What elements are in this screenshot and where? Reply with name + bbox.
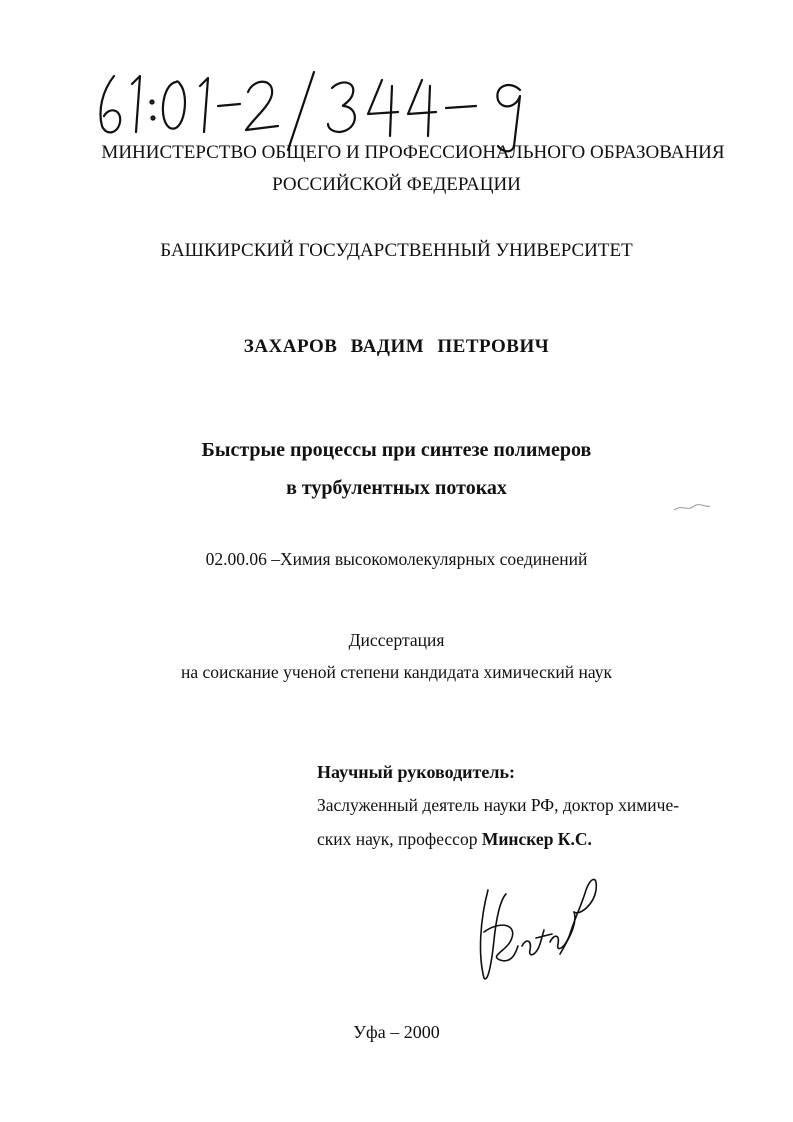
supervisor-title-line-2 — [317, 829, 592, 850]
supervisor-title-line-1: Заслуженный деятель науки РФ, доктор химиче- — [317, 795, 680, 815]
ministry-line-2: РОССИЙСКОЙ ФЕДЕРАЦИИ — [272, 174, 521, 195]
dissertation-title-line-1: Быстрые процессы при синтезе полимеров — [201, 439, 592, 461]
supervisor-name: Минскер К.С. — [481, 829, 592, 849]
ministry-line-1: МИНИСТЕРСТВО ОБЩЕГО И ПРОФЕССИОНАЛЬНОГО ОБРАЗОВАНИЯ — [101, 142, 725, 163]
dissertation-title-line-2: в турбулентных потоках — [286, 477, 507, 499]
university-name: БАШКИРСКИЙ ГОСУДАРСТВЕННЫЙ УНИВЕРСИТЕТ — [160, 240, 633, 261]
author-name-text: ЗАХАРОВ ВАДИМ ПЕТРОВИЧ — [243, 336, 550, 357]
handwritten-signature — [470, 860, 610, 985]
city-year: Уфа – 2000 — [353, 1022, 440, 1042]
scan-artifact — [672, 500, 712, 514]
supervisor-label: Научный руководитель: — [317, 762, 515, 782]
supervisor-title-prefix: ских наук, профессор — [317, 829, 482, 849]
specialty-code: 02.00.06 –Химия высокомолекулярных соединений — [205, 549, 588, 569]
author-name — [0, 336, 793, 358]
degree-description: на соискание ученой степени кандидата химический наук — [181, 662, 612, 682]
document-type: Диссертация — [348, 630, 445, 650]
